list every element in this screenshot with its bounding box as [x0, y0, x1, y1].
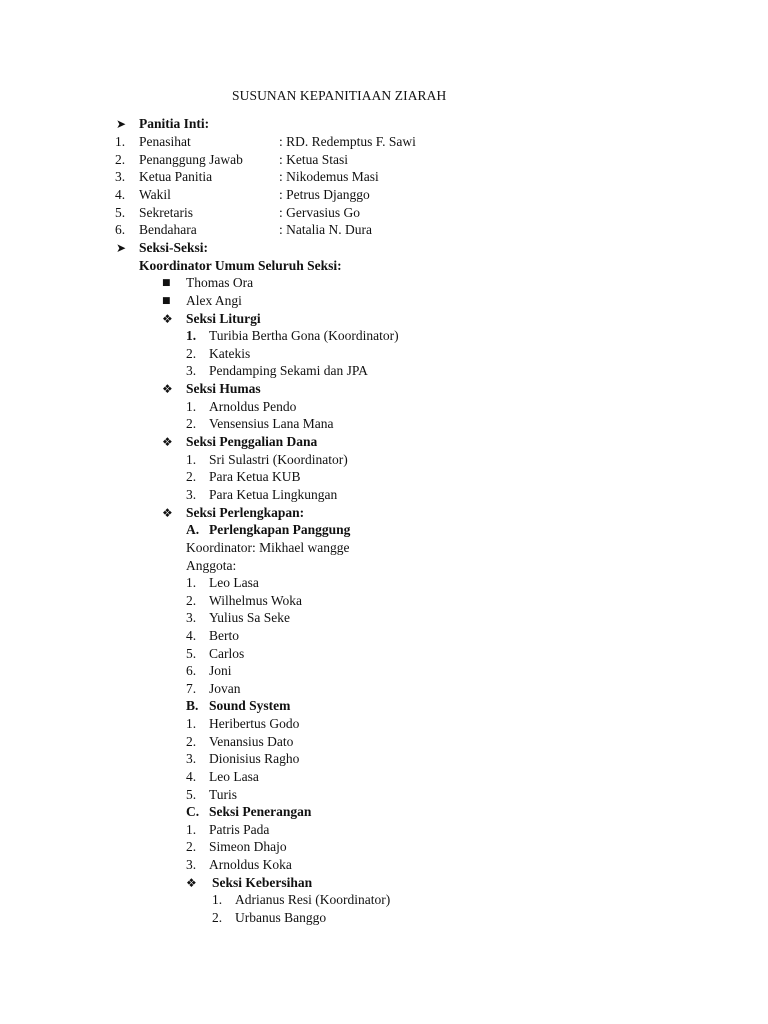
square-bullet-icon: ■	[162, 278, 171, 288]
square-bullet-icon: ■	[162, 295, 171, 306]
diamond-bullet-icon: ❖	[162, 505, 173, 520]
diamond-bullet-icon: ❖	[162, 434, 173, 449]
diamond-bullet-icon: ❖	[162, 311, 173, 326]
arrow-bullet-icon: ➤	[116, 117, 127, 131]
diamond-bullet-icon: ❖	[162, 382, 173, 396]
arrow-bullet-icon: ➤	[116, 241, 127, 255]
diamond-bullet-icon: ❖	[186, 875, 197, 890]
document-title: SUSUNAN KEPANITIAAN ZIARAH	[232, 88, 447, 103]
section-heading: Seksi-Seksi:	[139, 240, 209, 255]
section-heading: Panitia Inti:	[139, 116, 210, 131]
